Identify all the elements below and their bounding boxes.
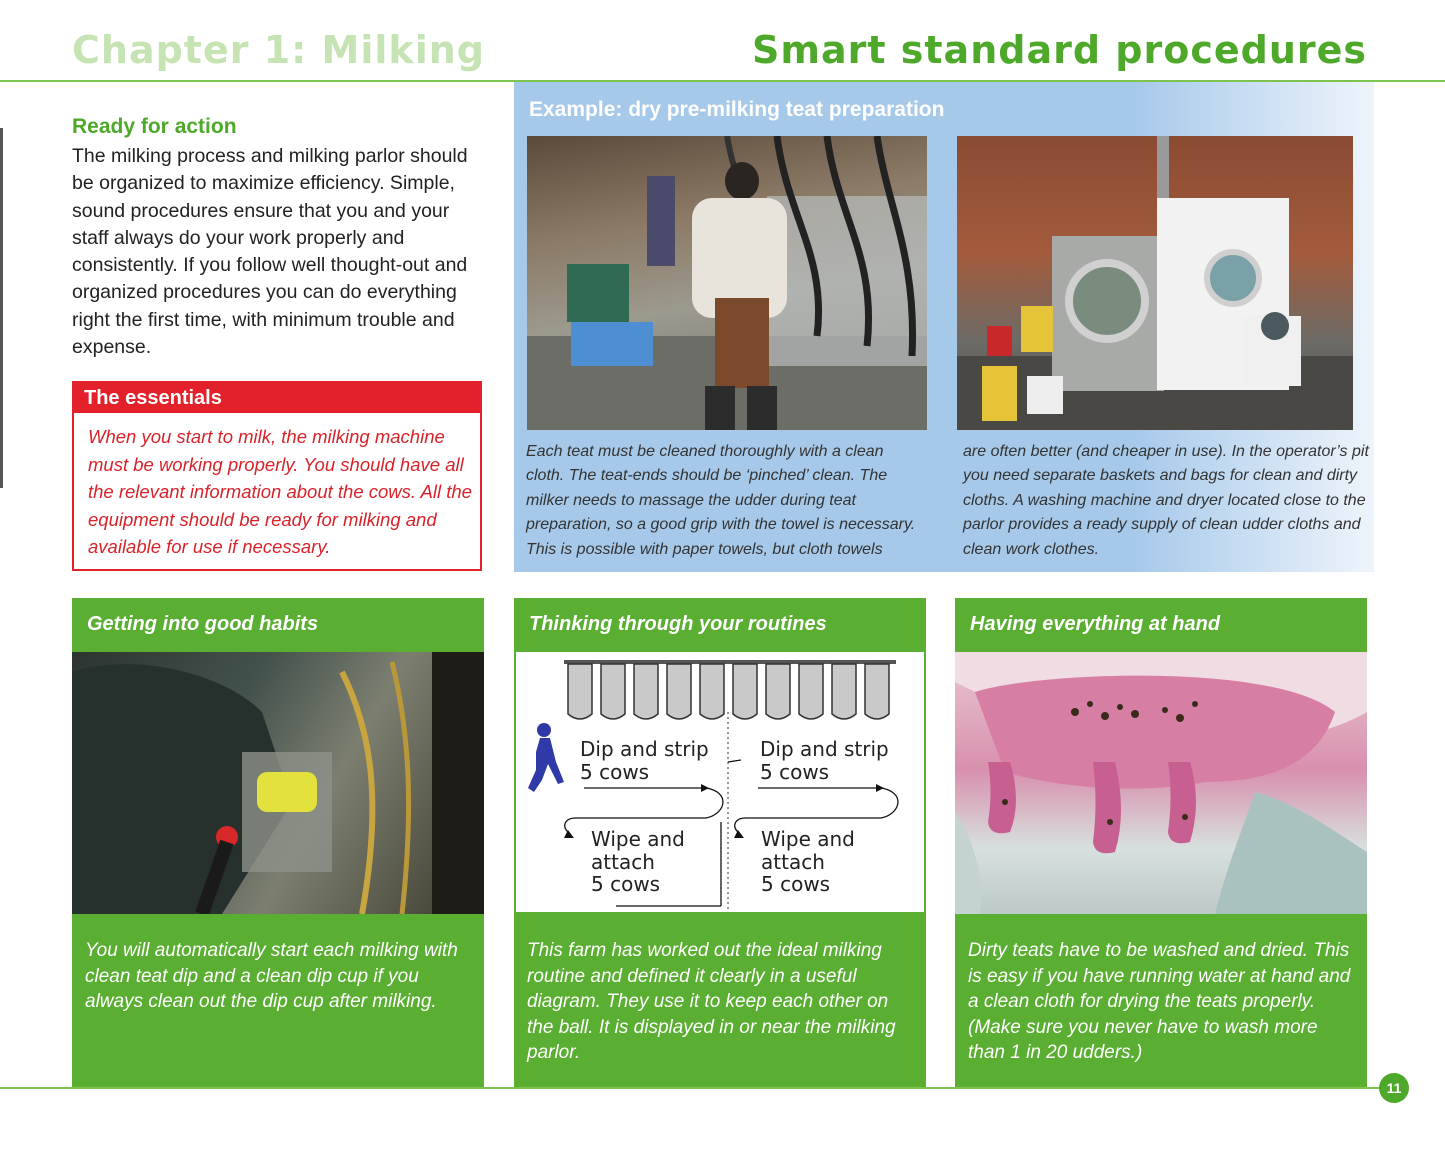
diagram-right-bottom-line1: Wipe and — [761, 827, 855, 851]
diagram-right-bottom-line3: 5 cows — [761, 872, 831, 896]
habits-heading: Getting into good habits — [87, 613, 319, 635]
page-title: Smart standard procedures — [752, 28, 1367, 72]
diagram-left-bottom-line2: attach — [591, 849, 655, 874]
diagram-right-top-line2: 5 cows — [760, 759, 830, 784]
example-caption-right: are often better (and cheaper in use). In the operator’s pit you need separate baskets and bags for clean and dirty cloths. A washing machine and dryer located close to the parlor provides a ready supply of clean udder cloths and clean work clothes. — [963, 443, 1369, 558]
hand-heading: Having everything at hand — [970, 613, 1221, 635]
bottom-rule — [0, 1087, 1380, 1089]
diagram-left-top — [580, 738, 709, 783]
routines-heading: Thinking through your routines — [529, 613, 827, 635]
udder-illustration — [955, 652, 1367, 914]
chapter-title: Chapter 1: Milking — [72, 28, 485, 72]
udder-drawing — [955, 652, 1367, 914]
diagram-left-top-line1: Dip and strip — [580, 737, 709, 761]
example-caption-left: Each teat must be cleaned thoroughly with a clean cloth. The teat-ends should be ‘pinched’ clean. The milker needs to massage the udder during teat preparation, so a good grip with the towel is necessary. This is possible with paper towels, but cloth towels — [526, 443, 916, 558]
milker-photo-illustration — [527, 136, 927, 430]
habits-card — [72, 598, 484, 1088]
milker-photo — [527, 136, 927, 430]
essentials-heading: The essentials — [74, 383, 480, 413]
diagram-right-bottom — [761, 828, 855, 896]
hand-card — [955, 598, 1367, 1088]
diagram-left-bottom — [591, 828, 685, 896]
laundry-photo-illustration — [957, 136, 1353, 430]
dip-cup-photo-illustration — [72, 652, 484, 914]
diagram-right-top-line1: Dip and strip — [760, 737, 889, 761]
habits-body: You will automatically start each milking with clean teat dip and a clean dip cup if you always clean out the dip cup after milking. — [85, 940, 458, 1013]
example-heading: Example: dry pre-milking teat preparation — [529, 98, 945, 121]
diagram-left-top-line2: 5 cows — [580, 759, 650, 784]
diagram-right-top — [760, 738, 889, 783]
hand-body: Dirty teats have to be washed and dried. This is easy if you have running water at hand and a clean cloth for drying the teats properly. (Make sure you never have to wash more than 1 in 20 udders.) — [968, 940, 1351, 1064]
ready-body: The milking process and milking parlor should be organized to maximize efficiency. Simple, sound procedures ensure that you and your staff always do your work properly and consistently. If you follow well thought-out and organized procedures you can do everything right the first time, with minimum trouble and expense. — [72, 145, 468, 359]
ready-heading: Ready for action — [72, 115, 237, 138]
example-panel — [514, 82, 1374, 572]
diagram-left-bottom-line1: Wipe and — [591, 827, 685, 851]
routine-diagram — [516, 652, 924, 912]
diagram-left-bottom-line3: 5 cows — [591, 872, 661, 896]
diagram-right-bottom-line2: attach — [761, 849, 825, 874]
laundry-photo — [957, 136, 1353, 430]
essentials-body: When you start to milk, the milking machine must be working properly. You should have all the relevant information about the cows. All the equipment should be ready for milking and available for use if necessary. — [88, 426, 472, 557]
page-number: 11 — [1379, 1073, 1409, 1103]
routines-body: This farm has worked out the ideal milking routine and defined it clearly in a useful diagram. They use it to keep each other on the ball. It is displayed in or near the milking parlor. — [527, 940, 896, 1064]
essentials-box — [72, 381, 482, 571]
left-edge-bar — [0, 128, 3, 488]
routines-card — [514, 598, 926, 1088]
dip-cup-photo — [72, 652, 484, 914]
